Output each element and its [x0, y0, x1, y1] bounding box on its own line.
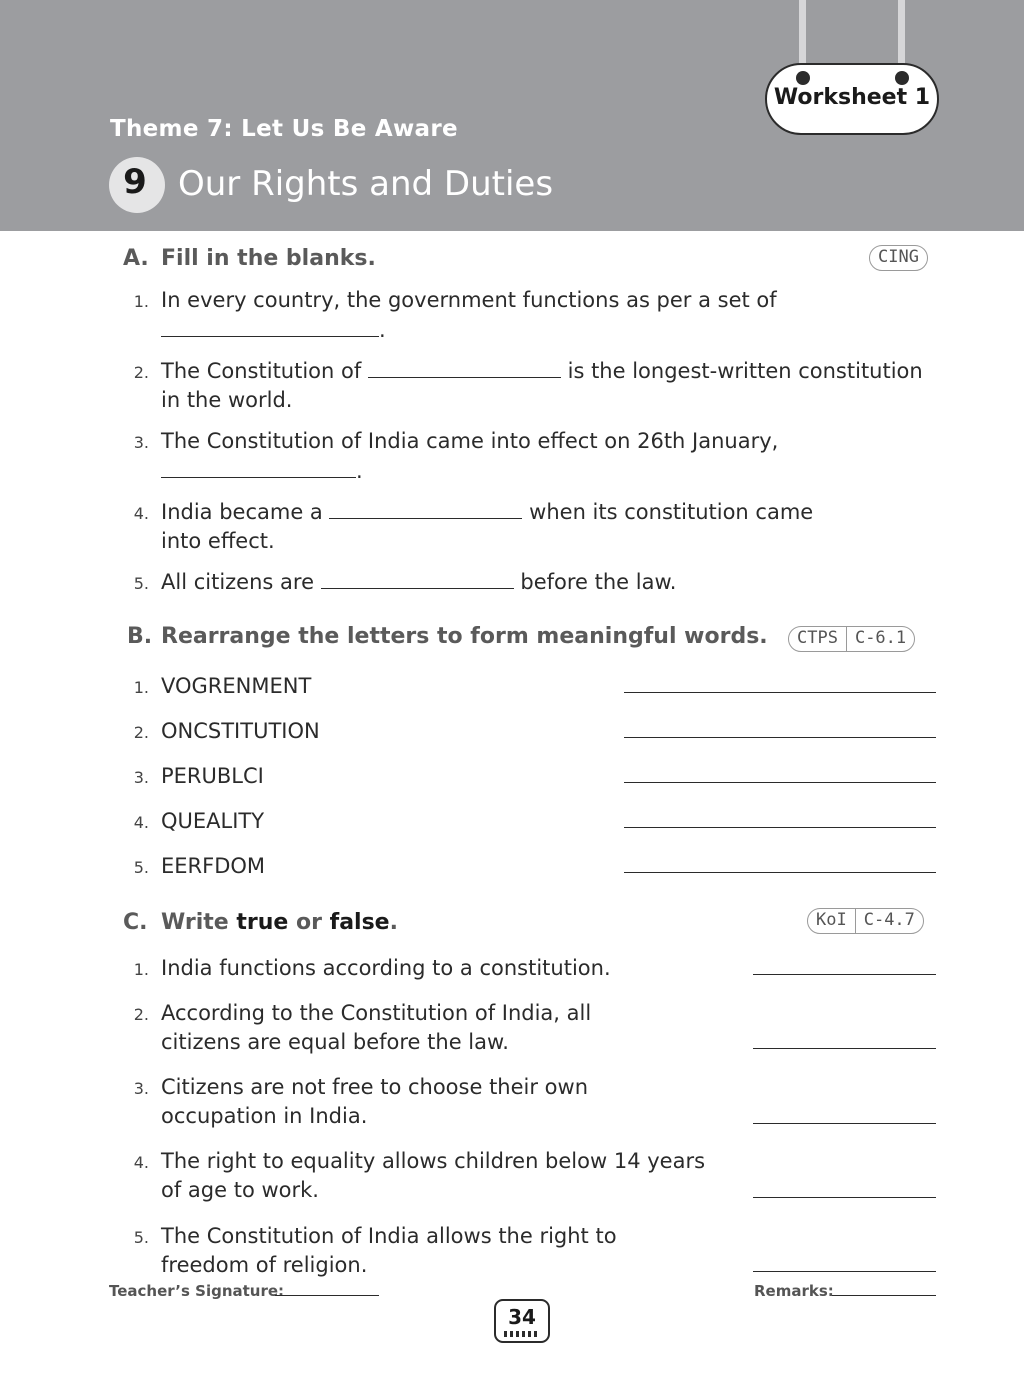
question-line2: [161, 316, 386, 345]
section-a-title: Fill in the blanks.: [161, 246, 376, 271]
item-number: 3.: [133, 768, 149, 787]
tag-label: KoI: [816, 910, 847, 930]
section-b-title: Rearrange the letters to form meaningful words.: [161, 624, 768, 649]
section-b-tag: [788, 626, 915, 652]
theme-title: Theme 7: Let Us Be Aware: [110, 116, 458, 142]
item-number: 1.: [133, 678, 149, 697]
title-pre: Write: [161, 910, 237, 935]
hanger-hole-left: [796, 71, 810, 85]
question-text: In every country, the government functions as per a set of: [161, 288, 777, 312]
text-before-blank: The Constitution of: [161, 359, 362, 383]
section-b-letter: B.: [127, 624, 153, 649]
statement-text: India functions according to a constitution.: [161, 956, 611, 980]
item-number: 2.: [133, 363, 149, 382]
answer-blank[interactable]: [321, 570, 514, 589]
text-before-blank: India became a: [161, 500, 323, 524]
statement-text: The right to equality allows children below 14 years: [161, 1149, 706, 1173]
jumbled-word: VOGRENMENT: [161, 674, 312, 698]
item-number: 4.: [133, 504, 149, 523]
section-a-tag: [869, 245, 928, 271]
section-a-letter: A.: [123, 246, 149, 271]
item-number: 5.: [133, 574, 149, 593]
item-number: 3.: [133, 1079, 149, 1098]
answer-line[interactable]: [753, 1197, 936, 1198]
worksheet-label: Worksheet 1: [773, 85, 931, 110]
section-c-title: [161, 910, 398, 935]
question-text: [161, 568, 676, 597]
signature-line[interactable]: [275, 1295, 379, 1296]
teacher-signature-label: Teacher’s Signature:: [109, 1282, 285, 1300]
question-line2: into effect.: [161, 529, 275, 553]
item-number: 3.: [133, 433, 149, 452]
item-number: 5.: [133, 1228, 149, 1247]
answer-blank[interactable]: [368, 359, 561, 378]
title-post: .: [389, 910, 398, 935]
item-number: 4.: [133, 813, 149, 832]
jumbled-word: QUEALITY: [161, 809, 265, 833]
jumbled-word: EERFDOM: [161, 854, 266, 878]
answer-line[interactable]: [753, 1271, 936, 1272]
item-number: 1.: [133, 292, 149, 311]
answer-blank[interactable]: [161, 459, 356, 478]
title-false: false: [329, 910, 390, 935]
question-text: The Constitution of India came into effect on 26th January,: [161, 429, 779, 453]
remarks-label: Remarks:: [754, 1282, 834, 1300]
item-number: 2.: [133, 723, 149, 742]
statement-text: Citizens are not free to choose their own: [161, 1075, 589, 1099]
item-number: 4.: [133, 1153, 149, 1172]
answer-line[interactable]: [624, 872, 936, 873]
punctuation: .: [379, 318, 386, 342]
title-true: true: [236, 910, 289, 935]
answer-line[interactable]: [624, 692, 936, 693]
answer-blank[interactable]: [161, 318, 379, 337]
tag-code: C-4.7: [855, 909, 923, 933]
statement-line2: freedom of religion.: [161, 1253, 368, 1277]
question-line2: in the world.: [161, 388, 293, 412]
tag-label: CING: [878, 247, 919, 267]
punctuation: .: [356, 459, 363, 483]
answer-line[interactable]: [753, 1123, 936, 1124]
question-text: [161, 357, 923, 386]
hanger-hole-right: [895, 71, 909, 85]
statement-line2: citizens are equal before the law.: [161, 1030, 509, 1054]
answer-blank[interactable]: [329, 500, 522, 519]
statement-line2: occupation in India.: [161, 1104, 368, 1128]
statement-text: The Constitution of India allows the right to: [161, 1224, 617, 1248]
answer-line[interactable]: [753, 1048, 936, 1049]
text-after-blank: before the law.: [520, 570, 677, 594]
jumbled-word: ONCSTITUTION: [161, 719, 320, 743]
statement-text: According to the Constitution of India, all: [161, 1001, 592, 1025]
question-line2: [161, 457, 363, 486]
answer-line[interactable]: [624, 782, 936, 783]
chapter-title: Our Rights and Duties: [178, 164, 554, 204]
page-box-decoration: [504, 1331, 540, 1337]
tag-code: C-6.1: [846, 627, 914, 651]
text-after-blank: when its constitution came: [529, 500, 814, 524]
item-number: 2.: [133, 1005, 149, 1024]
item-number: 1.: [133, 960, 149, 979]
statement-line2: of age to work.: [161, 1178, 319, 1202]
answer-line[interactable]: [753, 974, 936, 975]
item-number: 5.: [133, 858, 149, 877]
section-c-tag: [807, 908, 924, 934]
remarks-line[interactable]: [832, 1295, 936, 1296]
jumbled-word: PERUBLCI: [161, 764, 264, 788]
section-c-letter: C.: [123, 910, 148, 935]
text-after-blank: is the longest-written constitution: [567, 359, 923, 383]
text-before-blank: All citizens are: [161, 570, 314, 594]
answer-line[interactable]: [624, 827, 936, 828]
chapter-number: 9: [123, 162, 147, 202]
tag-label: CTPS: [797, 628, 838, 648]
title-mid: or: [288, 910, 330, 935]
page-number: 34: [508, 1305, 536, 1329]
answer-line[interactable]: [624, 737, 936, 738]
question-text: [161, 498, 813, 527]
